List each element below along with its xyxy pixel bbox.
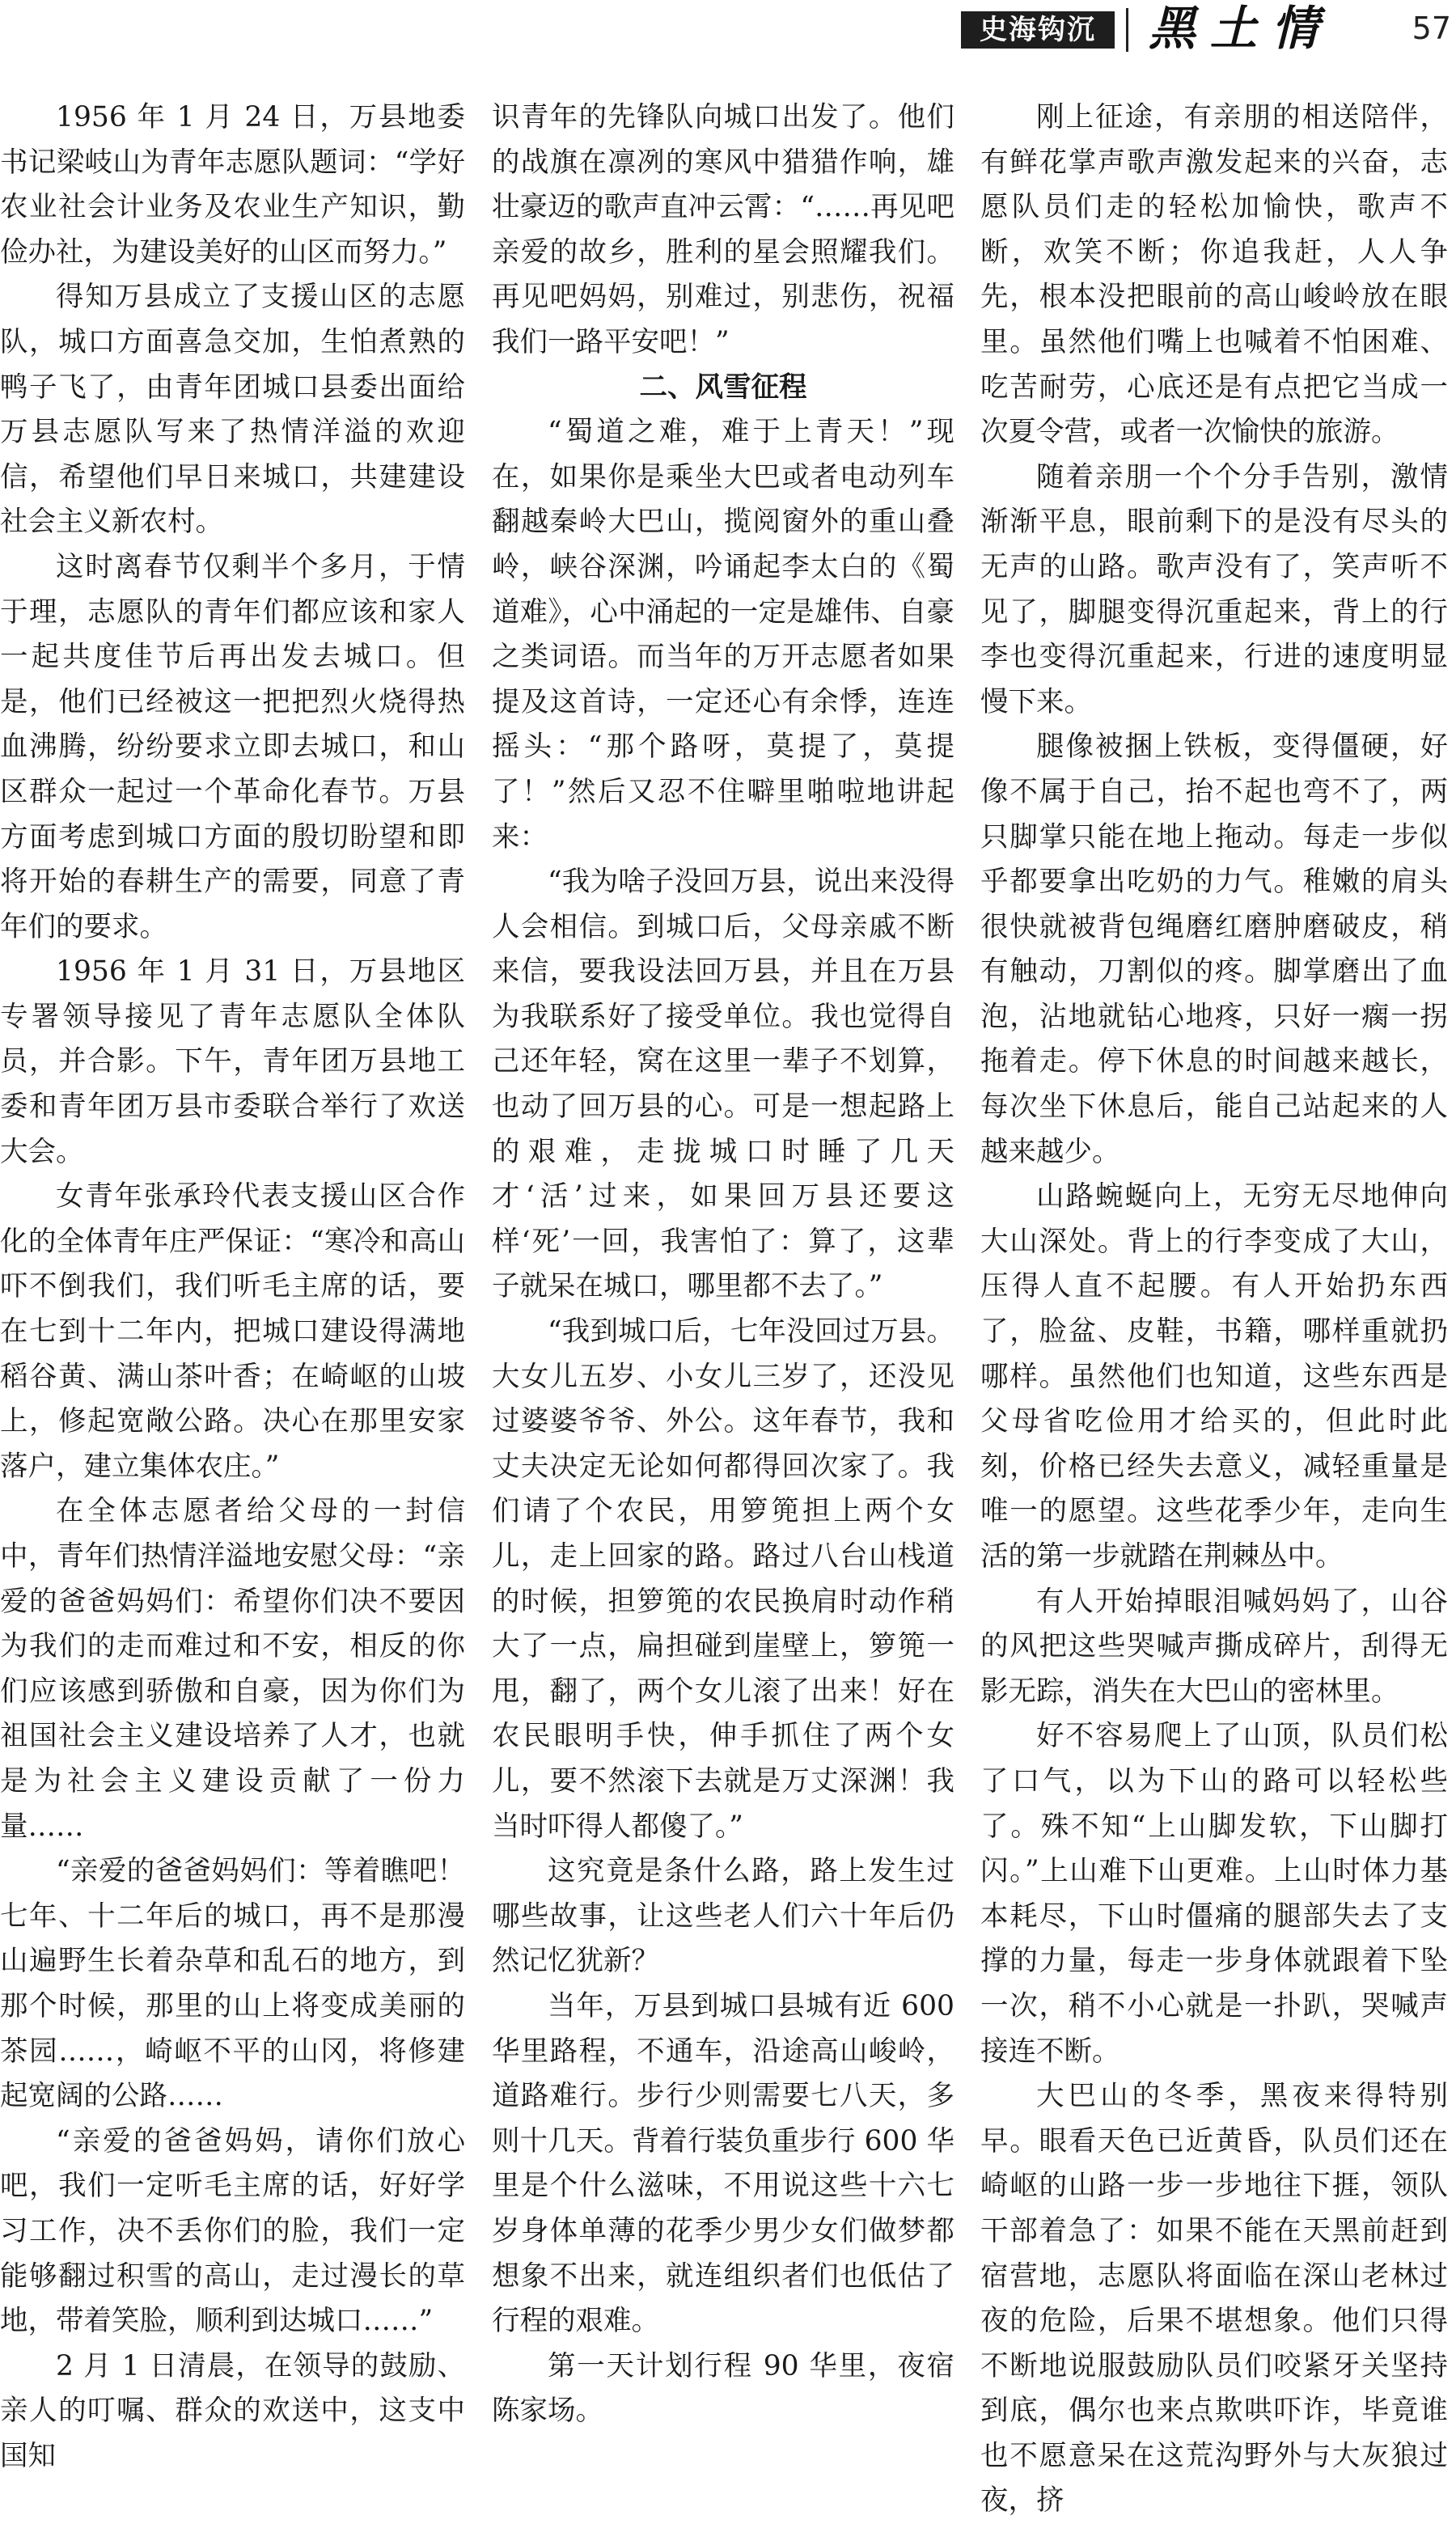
paragraph: 当年，万县到城口县城有近 600 华里路程，不通车，沿途高山峻岭，道路难行。步行少则需要七八天，多则十几天。背着行装负重步行 600 华里是个什么滋味，不用说这些十六七岁身体单薄的花季少男少女们做梦都想象不出来，就连组织者们也低估了行程的艰难。 [492, 1989, 954, 2338]
page-header [0, 0, 1456, 58]
magazine-logo: 黑土情 [1149, 1, 1334, 56]
paragraph: 得知万县成立了支援山区的志愿队，城口方面喜急交加，生怕煮熟的鸭子飞了，由青年团城口县委出面给万县志愿队写来了热情洋溢的欢迎信，希望他们早日来城口，共建建设社会主义新农村。 [0, 281, 465, 539]
paragraph: 这时离春节仅剩半个多月，于情于理，志愿队的青年们都应该和家人一起共度佳节后再出发去城口。但是，他们已经被这一把把烈火烧得热血沸腾，纷纷要求立即去城口，和山区群众一起过一个革命化春节。万县方面考虑到城口方面的殷切盼望和即将开始的春耕生产的需要，同意了青年们的要求。 [0, 550, 465, 943]
paragraph: “亲爱的爸爸妈妈们：等着瞧吧！七年、十二年后的城口，再不是那漫山遍野生长着杂草和乱石的地方，到那个时候，那里的山上将变成美丽的茶园……，崎岖不平的山冈，将修建起宽阔的公路…… [0, 1855, 465, 2113]
paragraph: “蜀道之难，难于上青天！”现在，如果你是乘坐大巴或者电动列车翻越秦岭大巴山，揽阅窗外的重山叠岭，峡谷深渊，吟诵起李太白的《蜀道难》，心中涌起的一定是雄伟、自豪之类词语。而当年的万开志愿者如果提及这首诗，一定还心有余悸，连连摇头：“那个路呀，莫提了，莫提了！”然后又忍不住噼里啪啦地讲起来： [492, 416, 954, 853]
paragraph: 2 月 1 日清晨，在领导的鼓励、亲人的叮嘱、群众的欢送中，这支中国知 [0, 2349, 465, 2472]
section-heading: 二、风雪征程 [639, 371, 807, 404]
paragraph: 好不容易爬上了山顶，队员们松了口气，以为下山的路可以轻松些了。殊不知“上山脚发软，下山脚打闪。”上山难下山更难。上山时体力基本耗尽，下山时僵痛的腿部失去了支撑的力量，每走一步身体就跟着下坠一次，稍不小心就是一扑趴，哭喊声接连不断。 [980, 1720, 1448, 2068]
paragraph: “我到城口后，七年没回过万县。大女儿五岁、小女儿三岁了，还没见过婆婆爷爷、外公。这年春节，我和丈夫决定无论如何都得回次家了。我们请了个农民，用箩篼担上两个女儿，走上回家的路。路过八台山栈道的时候，担箩篼的农民换肩时动作稍大了一点，扁担碰到崖壁上，箩篼一甩，翻了，两个女儿滚了出来！好在农民眼明手快，伸手抓住了两个女儿，要不然滚下去就是万丈深渊！我当时吓得人都傻了。” [492, 1315, 954, 1843]
paragraph: 山路蜿蜒向上，无穷无尽地伸向大山深处。背上的行李变成了大山，压得人直不起腰。有人开始扔东西了，脸盆、皮鞋，书籍，哪样重就扔哪样。虽然他们也知道，这些东西是父母省吃俭用才给买的，但此时此刻，价格已经失去意义，减轻重量是唯一的愿望。这些花季少年，走向生活的第一步就踏在荆棘丛中。 [980, 1180, 1448, 1573]
paragraph: 这究竟是条什么路，路上发生过哪些故事，让这些老人们六十年后仍然记忆犹新？ [492, 1855, 954, 1978]
article-body [0, 95, 1456, 2518]
column-1 [0, 95, 465, 2472]
header-divider [1126, 8, 1128, 52]
paragraph: 有人开始掉眼泪喊妈妈了，山谷的风把这些哭喊声撕成碎片，刮得无影无踪，消失在大巴山的密林里。 [980, 1585, 1448, 1708]
paragraph-continued: 识青年的先锋队向城口出发了。他们的战旗在凛冽的寒风中猎猎作响，雄壮豪迈的歌声直冲云霄：“……再见吧亲爱的故乡，胜利的星会照耀我们。再见吧妈妈，别难过，别悲伤，祝福我们一路平安吧！” [492, 101, 954, 358]
paragraph: 大巴山的冬季，黑夜来得特别早。眼看天色已近黄昏，队员们还在崎岖的山路一步一步地往下捱，领队干部着急了：如果不能在天黑前赶到宿营地，志愿队将面临在深山老林过夜的危险，后果不堪想象。他们只得不断地说服鼓励队员们咬紧牙关坚持到底，偶尔也来点欺哄吓诈，毕竟谁也不愿意呆在这荒沟野外与大灰狼过夜，挤 [980, 2080, 1448, 2518]
paragraph: “亲爱的爸爸妈妈，请你们放心吧，我们一定听毛主席的话，好好学习工作，决不丢你们的脸，我们一定能够翻过积雪的高山，走过漫长的草地，带着笑脸，顺利到达城口……” [0, 2124, 465, 2338]
column-3 [980, 95, 1448, 2518]
paragraph: 随着亲朋一个个分手告别，激情渐渐平息，眼前剩下的是没有尽头的无声的山路。歌声没有了，笑声听不见了，脚腿变得沉重起来，背上的行李也变得沉重起来，行进的速度明显慢下来。 [980, 460, 1448, 718]
paragraph: 女青年张承玲代表支援山区合作化的全体青年庄严保证：“寒冷和高山吓不倒我们，我们听毛主席的话，要在七到十二年内，把城口建设得满地稻谷黄、满山茶叶香；在崎岖的山坡上，修起宽敞公路。决心在那里安家落户，建立集体农庄。” [0, 1180, 465, 1483]
paragraph: 刚上征途，有亲朋的相送陪伴，有鲜花掌声歌声激发起来的兴奋，志愿队员们走的轻松加愉快，歌声不断，欢笑不断；你追我赶，人人争先，根本没把眼前的高山峻岭放在眼里。虽然他们嘴上也喊着不怕困难、吃苦耐劳，心底还是有点把它当成一次夏令营，或者一次愉快的旅游。 [980, 101, 1448, 449]
paragraph: 1956 年 1 月 24 日，万县地委书记梁岐山为青年志愿队题词：“学好农业社会计业务及农业生产知识，勤俭办社，为建设美好的山区而努力。” [0, 101, 465, 269]
paragraph: 1956 年 1 月 31 日，万县地区专署领导接见了青年志愿队全体队员，并合影。下午，青年团万县地工委和青年团万县市委联合举行了欢送大会。 [0, 955, 465, 1168]
section-tag: 史海钩沉 [961, 11, 1115, 49]
column-2 [492, 95, 954, 2428]
paragraph: 在全体志愿者给父母的一封信中，青年们热情洋溢地安慰父母：“亲爱的爸爸妈妈们：希望你们决不要因为我们的走而难过和不安，相反的你们应该感到骄傲和自豪，因为你们为祖国社会主义建设培养了人才，也就是为社会主义建设贡献了一份力量…… [0, 1495, 465, 1843]
paragraph: 第一天计划行程 90 华里，夜宿陈家场。 [492, 2349, 954, 2428]
paragraph: 腿像被捆上铁板，变得僵硬，好像不属于自己，抬不起也弯不了，两只脚掌只能在地上拖动。每走一步似乎都要拿出吃奶的力气。稚嫩的肩头很快就被背包绳磨红磨肿磨破皮，稍有触动，刀割似的疼。脚掌磨出了血泡，沾地就钻心地疼，只好一瘸一拐拖着走。停下休息的时间越来越长，每次坐下休息后，能自己站起来的人越来越少。 [980, 731, 1448, 1168]
paragraph: “我为啥子没回万县，说出来没得人会相信。到城口后，父母亲戚不断来信，要我设法回万县，并且在万县为我联系好了接受单位。我也觉得自己还年轻，窝在这里一辈子不划算，也动了回万县的心。可是一想起路上的艰难，走拢城口时睡了几天才‘活’过来，如果回万县还要这样‘死’一回，我害怕了：算了，这辈子就呆在城口，哪里都不去了。” [492, 866, 954, 1303]
page-number: 57 [1412, 11, 1451, 46]
